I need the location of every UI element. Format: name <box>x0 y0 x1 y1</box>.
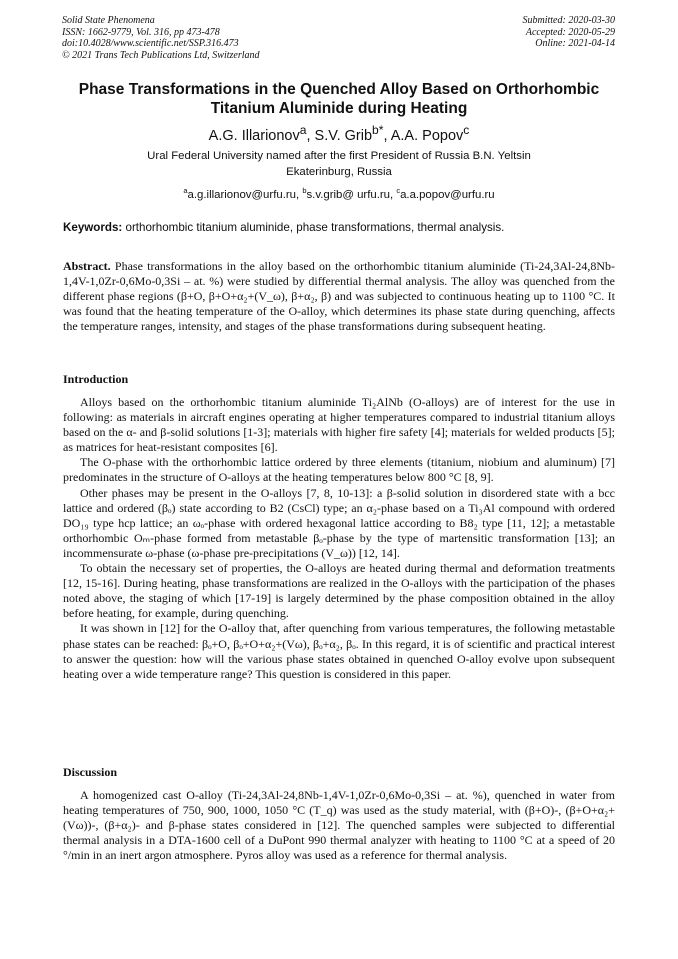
paragraph: It was shown in [12] for the O-alloy that, after quenching from various temperatures, the following metastable phase states can be reached: βₒ+O, βₒ+O+α₂+(Vω), βₒ+α₂, βₒ. In this regard, it is of scientific and practical interest to answer the question: how will the various phase states obtained in quenched O-alloy evolve upon subsequent heating over a wide temperature range? This question is considered in this paper. <box>63 621 615 681</box>
email: a.g.illarionov@urfu.ru, <box>187 188 303 201</box>
email: s.v.grib@ urfu.ru, <box>306 188 397 201</box>
email: a.a.popov@urfu.ru <box>400 188 495 201</box>
section-heading-introduction: Introduction <box>63 372 129 386</box>
author-separator: , <box>383 127 391 144</box>
journal-doi: doi:10.4028/www.scientific.net/SSP.316.473 <box>62 38 239 50</box>
section-heading-discussion: Discussion <box>63 765 118 779</box>
paragraph: Alloys based on the orthorhombic titanium aluminide Ti₂AlNb (O-alloys) are of interest for the use in following: as materials in aircraft engines operating at higher temperatures compared to industrial titanium alloys based on the α- and β-solid solutions [1-3]; materials with higher fire safety [4]; materials for welded products [5]; as matrices for heat-resistant composites [6]. <box>63 395 615 455</box>
paragraph: To obtain the necessary set of properties, the O-alloys are heated during thermal and deformation treatments [12, 15-16]. During heating, phase transformations are realized in the O-alloys with the participation of the phases noted above, the staging of which [17-19] is largely determined by the phase composition obtained in the alloy before heating, for example, during quenching. <box>63 561 615 621</box>
abstract-label: Abstract. <box>63 259 111 273</box>
abstract-text: Phase transformations in the alloy based on the orthorhombic titanium aluminide (Ti-24,3Al-24,8Nb-1,4V-1,0Zr-0,6Mo-0,3Si – at. %) were studied by differential thermal analysis. The alloy was quenched from the different phase regions (β+O, β+O+α₂+(V_ω), β+α₂, β) and was subjected to continuous heating up to 1100 °C. It was found that the heating temperature of the O-alloy, which determines its phase state during quenching, affects the temperature ranges, intensity, and stages of the phase transformations during subsequent heating. <box>63 259 615 334</box>
affiliation <box>40 149 638 180</box>
paragraph: A homogenized cast O-alloy (Ti-24,3Al-24,8Nb-1,4V-1,0Zr-0,6Mo-0,3Si – at. %), quenched in water from heating temperatures of 750, 900, 1000, 1050 °C (T_q) was used as the study material, with (β+O)-, (β+O+α₂+(Vω))-, (β+α₂)- and β-phase states considered in [12]. The quenched samples were subjected to differential thermal analysis in a DTA-1600 cell of a DuPont 990 thermal analyzer with heating to 1100 °C at a speed of 20 °/min in an inert argon atmosphere. Pyros alloy was used as a reference for thermal analysis. <box>63 788 615 863</box>
author-emails <box>40 183 638 203</box>
author-name: A.G. Illarionov <box>208 127 300 144</box>
author-superscript: c <box>463 123 470 137</box>
paper-title <box>40 80 638 118</box>
paragraph: The O-phase with the orthorhombic lattice ordered by three elements (titanium, niobium and aluminum) [7] predominates in the structure of O-alloys at the heating temperatures below 800 °C [8, 9]. <box>63 455 615 485</box>
online-date: Online: 2021-04-14 <box>535 38 615 50</box>
email-superscript: a <box>183 186 188 195</box>
email-superscript: c <box>396 186 401 195</box>
discussion-section <box>63 788 615 863</box>
title-line-2: Titanium Aluminide during Heating <box>210 100 468 117</box>
abstract <box>63 259 615 334</box>
keywords-text: orthorhombic titanium aluminide, phase transformations, thermal analysis. <box>122 221 505 234</box>
accepted-date: Accepted: 2020-05-29 <box>525 26 615 38</box>
submitted-date: Submitted: 2020-03-30 <box>522 15 615 26</box>
keywords-label: Keywords: <box>63 221 123 234</box>
author-separator: , <box>306 127 315 144</box>
introduction-section <box>63 395 615 682</box>
author-superscript: b* <box>372 123 384 137</box>
affiliation-line-1: Ural Federal University named after the first President of Russia B.N. Yeltsin <box>147 150 531 162</box>
keywords <box>63 220 615 235</box>
journal-copyright: © 2021 Trans Tech Publications Ltd, Switzerland <box>62 49 260 61</box>
author-name: S.V. Grib <box>314 127 373 144</box>
author-name: A.A. Popov <box>390 127 464 144</box>
journal-header <box>62 15 260 61</box>
email-superscript: b <box>302 186 307 195</box>
affiliation-line-2: Ekaterinburg, Russia <box>286 165 392 178</box>
dates-header <box>523 15 616 50</box>
author-superscript: a <box>299 123 307 137</box>
journal-issn: ISSN: 1662-9779, Vol. 316, pp 473-478 <box>62 26 220 38</box>
journal-name: Solid State Phenomena <box>62 15 155 26</box>
paragraph: Other phases may be present in the O-alloys [7, 8, 10-13]: a β-solid solution in disordered state with a bcc lattice and ordered (βₒ) state according to B2 (CsCl) type; an α₂-phase based on a Ti₃Al compound with ordered DO₁₉ type hcp lattice; an ωₒ-phase with ordered hexagonal lattice according to B8₂ type [11, 12]; a metastable orthorhombic Oₘ-phase formed from metastable βₒ-phase by the type of martensitic transformation [13]; an incommensurate ω-phase (ω-phase pre-precipitations (V_ω)) [12, 14]. <box>63 485 615 560</box>
title-line-1: Phase Transformations in the Quenched Alloy Based on Orthorhombic <box>78 81 600 98</box>
author-list <box>40 121 638 145</box>
